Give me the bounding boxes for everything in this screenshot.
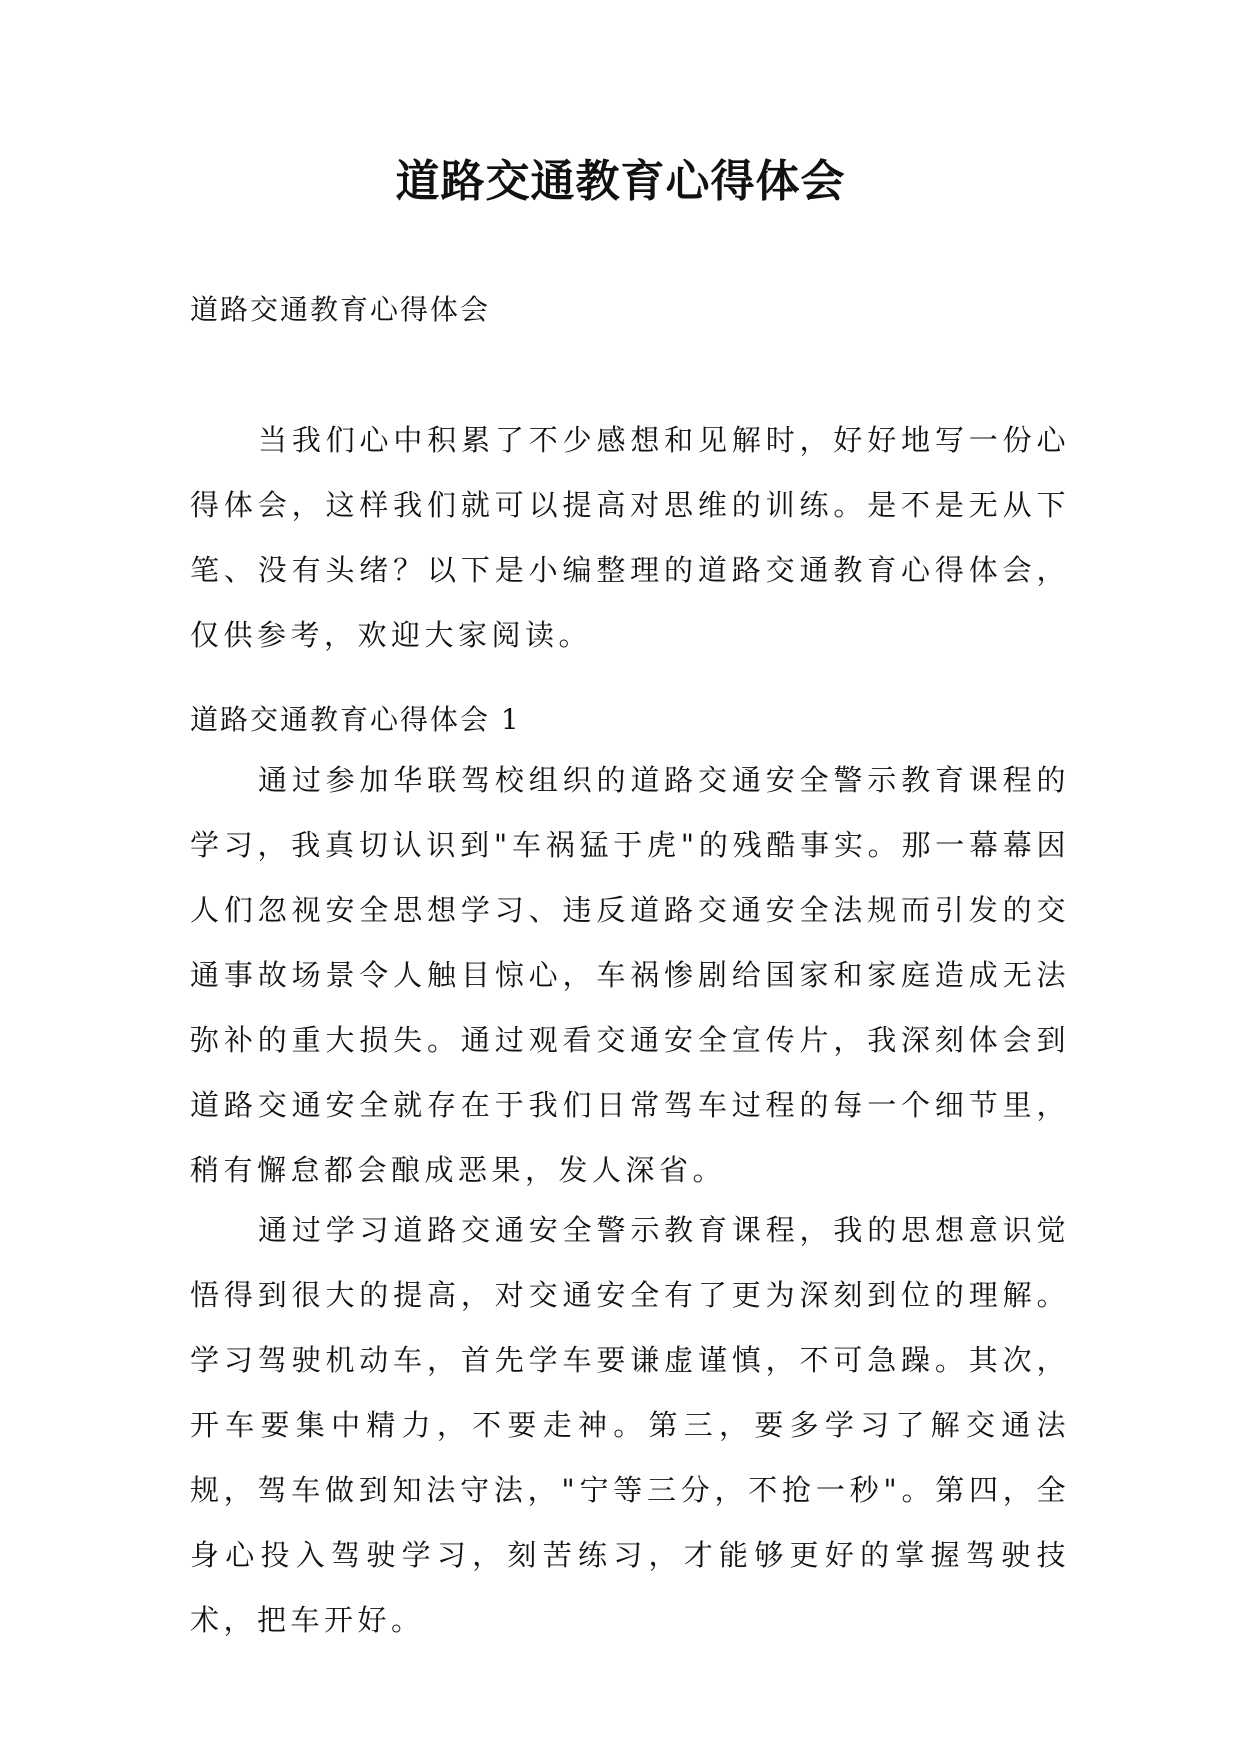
section-heading: 道路交通教育心得体会 1	[190, 703, 521, 736]
body-paragraph-1: 通过参加华联驾校组织的道路交通安全警示教育课程的学习，我真切认识到"车祸猛于虎"的残酷事实。那一幕幕因人们忽视安全思想学习、违反道路交通安全法规而引发的交通事故场景令人触目惊心，车祸惨剧给国家和家庭造成无法弥补的重大损失。通过观看交通安全宣传片，我深刻体会到道路交通安全就存在于我们日常驾车过程的每一个细节里，稍有懈怠都会酿成恶果，发人深省。	[190, 763, 1070, 1187]
document-subtitle: 道路交通教育心得体会	[190, 293, 491, 326]
document-title: 道路交通教育心得体会	[395, 156, 846, 207]
intro-paragraph: 当我们心中积累了不少感想和见解时，好好地写一份心得体会，这样我们就可以提高对思维的训练。是不是无从下笔、没有头绪？以下是小编整理的道路交通教育心得体会，仅供参考，欢迎大家阅读。	[190, 423, 1070, 652]
body-paragraph-2: 通过学习道路交通安全警示教育课程，我的思想意识觉悟得到很大的提高，对交通安全有了更为深刻到位的理解。学习驾驶机动车，首先学车要谦虚谨慎，不可急躁。其次，开车要集中精力，不要走神。第三，要多学习了解交通法规，驾车做到知法守法，"宁等三分，不抢一秒"。第四，全身心投入驾驶学习，刻苦练习，才能够更好的掌握驾驶技术，把车开好。	[190, 1213, 1070, 1637]
